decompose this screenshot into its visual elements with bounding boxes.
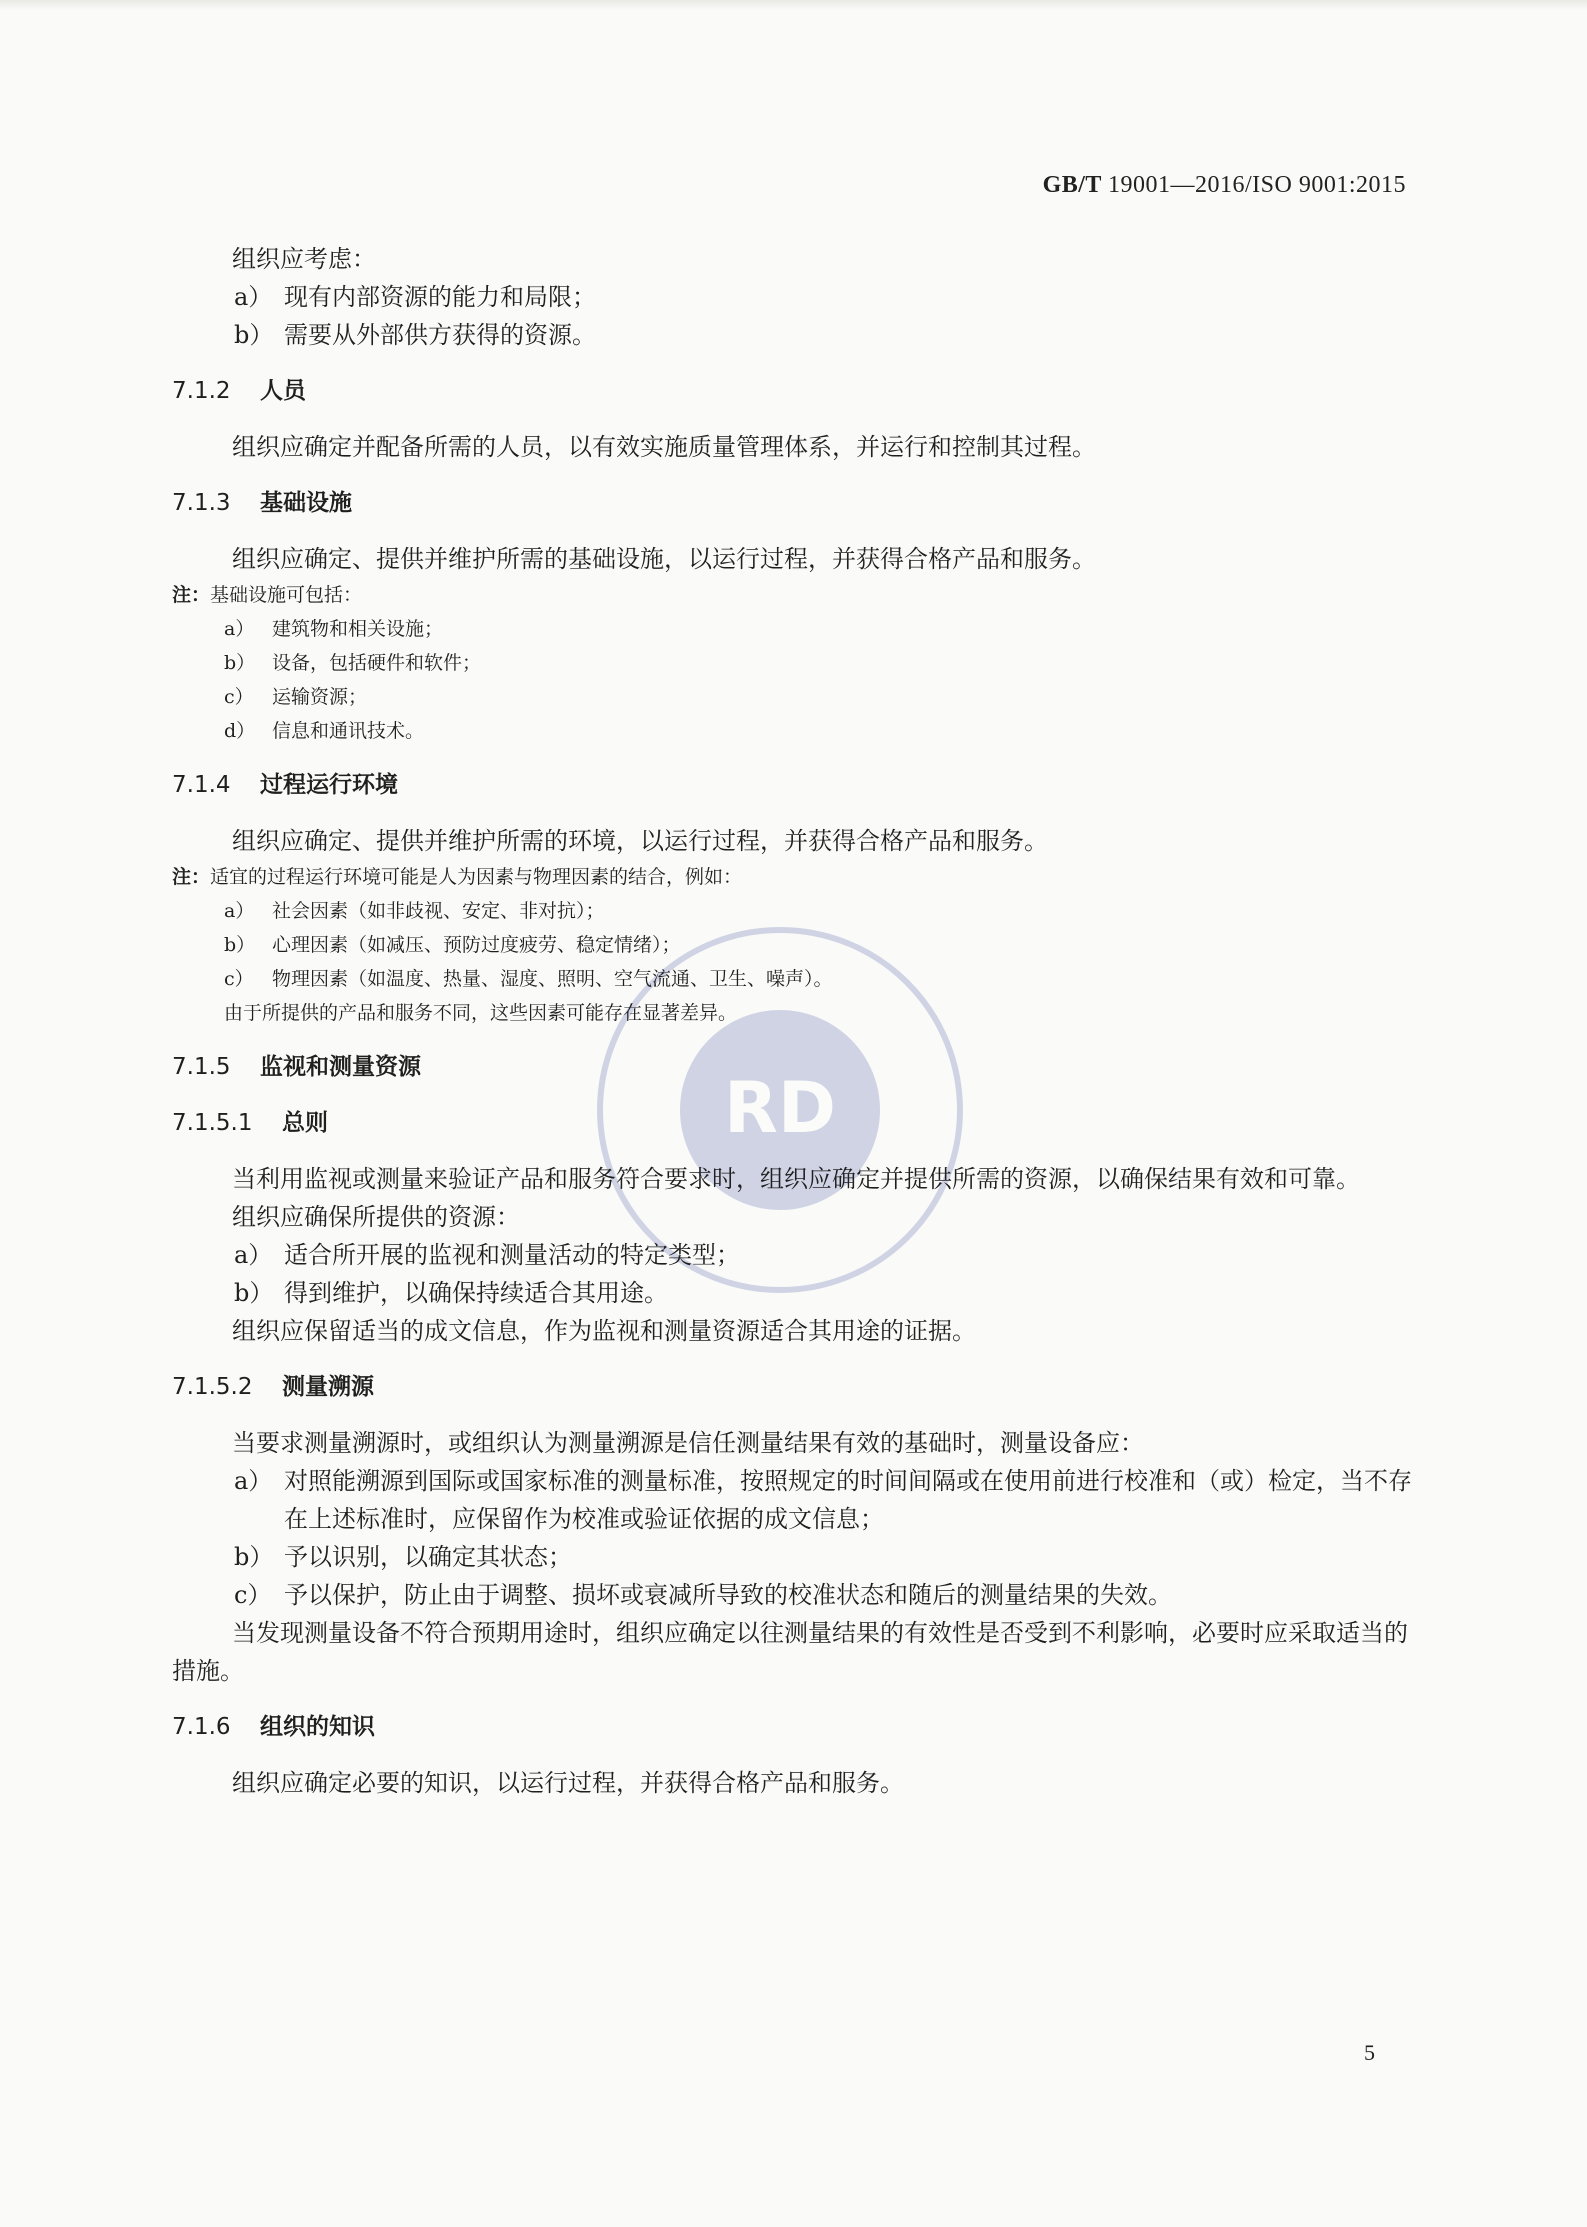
svg-text:RD: RD [723,1067,837,1149]
note-list-item: c） 运输资源； [224,686,368,708]
list-item: c） 予以保护，防止由于调整、损坏或衰减所导致的校准状态和随后的测量结果的失效。 [234,1581,1172,1609]
note-list-item: b） 心理因素（如减压、预防过度疲劳、稳定情绪）； [224,934,681,956]
body-content [172,240,1412,1802]
note-list-item: b） 设备，包括硬件和软件； [224,652,482,674]
section-heading-7-1-5: 7.1.5 监视和测量资源 [172,1054,421,1080]
list-item: a） 对照能溯源到国际或国家标准的测量标准，按照规定的时间间隔或在使用前进行校准和（或）检定，当不存在上述标准时，应保留作为校准或验证依据的成文信息； [234,1467,1412,1533]
paragraph: 当要求测量溯源时，或组织认为测量溯源是信任测量结果有效的基础时，测量设备应： [232,1429,1144,1457]
note: 注：基础设施可包括： [172,584,363,606]
standard-code: GB/T 19001—2016/ISO 9001:2015 [1042,172,1406,198]
list-item: b） 得到维护，以确保持续适合其用途。 [234,1279,668,1307]
section-heading-7-1-3: 7.1.3 基础设施 [172,490,352,516]
paragraph: 组织应确定、提供并维护所需的基础设施，以运行过程，并获得合格产品和服务。 [232,545,1096,573]
section-heading-7-1-6: 7.1.6 组织的知识 [172,1714,375,1740]
paragraph: 组织应确定、提供并维护所需的环境，以运行过程，并获得合格产品和服务。 [232,827,1048,855]
section-heading-7-1-2: 7.1.2 人员 [172,378,306,404]
note-list-item: c） 物理因素（如温度、热量、湿度、照明、空气流通、卫生、噪声）。 [224,968,833,990]
paragraph: 组织应保留适当的成文信息，作为监视和测量资源适合其用途的证据。 [232,1317,976,1345]
list-item: a） 适合所开展的监视和测量活动的特定类型； [234,1241,740,1269]
note-list-item: a） 建筑物和相关设施； [224,618,444,640]
paragraph: 当利用监视或测量来验证产品和服务符合要求时，组织应确定并提供所需的资源，以确保结果有效和可靠。 [232,1165,1360,1193]
paragraph: 组织应确定必要的知识，以运行过程，并获得合格产品和服务。 [232,1769,904,1797]
list-item: a） 现有内部资源的能力和局限； [234,283,596,311]
paragraph: 组织应确保所提供的资源： [232,1203,520,1231]
scan-edge [0,0,1587,10]
paragraph: 组织应考虑： [232,245,376,273]
note-tail: 由于所提供的产品和服务不同，这些因素可能存在显著差异。 [224,1002,738,1024]
list-item: b） 需要从外部供方获得的资源。 [234,321,596,349]
note-list-item: d） 信息和通讯技术。 [224,720,425,742]
section-heading-7-1-5-1: 7.1.5.1 总则 [172,1110,328,1136]
section-heading-7-1-4: 7.1.4 过程运行环境 [172,772,398,798]
paragraph: 组织应确定并配备所需的人员，以有效实施质量管理体系，并运行和控制其过程。 [232,433,1096,461]
paragraph: 当发现测量设备不符合预期用途时，组织应确定以往测量结果的有效性是否受到不利影响，必要时应采取适当的措施。 [172,1619,1408,1685]
list-item: b） 予以识别，以确定其状态； [234,1543,572,1571]
section-heading-7-1-5-2: 7.1.5.2 测量溯源 [172,1374,374,1400]
note-list-item: a） 社会因素（如非歧视、安定、非对抗）； [224,900,605,922]
note: 注：适宜的过程运行环境可能是人为因素与物理因素的结合，例如： [172,866,743,888]
page-number: 5 [1364,2040,1375,2065]
